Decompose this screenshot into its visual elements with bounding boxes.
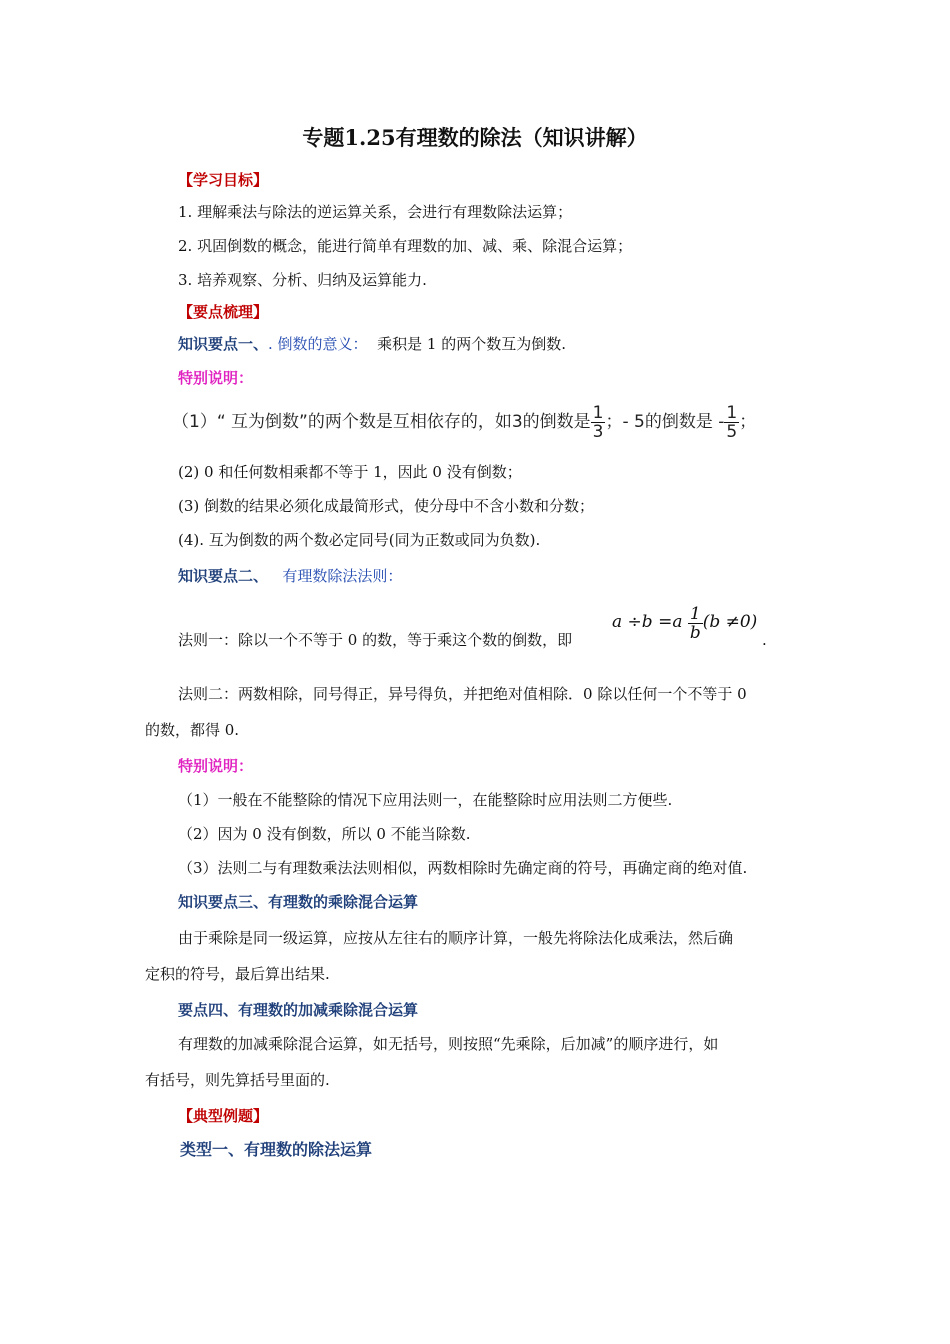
rule1-text: 法则一：除以一个不等于 0 的数，等于乘这个数的倒数，即 — [178, 631, 573, 649]
note-item: (2) 0 和任何数相乘都不等于 1，因此 0 没有倒数； — [178, 463, 522, 481]
point3-line2: 定积的符号，最后算出结果. — [145, 965, 330, 983]
point1-sub: . 倒数的意义： — [268, 335, 368, 353]
rule2-line2: 的数，都得 0. — [145, 721, 240, 739]
goal-item: 2. 巩固倒数的概念，能进行简单有理数的加、减、乘、除混合运算； — [178, 237, 633, 255]
note1-suffix: ； — [739, 412, 757, 432]
learning-goals-header: 【学习目标】 — [178, 171, 269, 189]
goal-item: 3. 培养观察、分析、归纳及运算能力. — [178, 271, 427, 289]
note1-line — [172, 402, 756, 442]
point4-line1: 有理数的加减乘除混合运算，如无括号，则按照“先乘除，后加减”的顺序进行，如 — [178, 1035, 719, 1053]
division-formula: a ÷b =a $\frac{1}{b}$ (b ≠0) — [612, 603, 758, 643]
note1-middle: ；- 5的倒数是 - — [605, 412, 725, 432]
fraction-one-over-b: $\frac{1}{b}$ — [689, 603, 701, 643]
point4-line2: 有括号，则先算括号里面的. — [145, 1071, 330, 1089]
special-note-label: 特别说明： — [178, 369, 254, 387]
special-note-label-2: 特别说明： — [178, 757, 254, 775]
fraction-one-third: $\frac{1}{3}$ — [592, 402, 604, 442]
note-item: (3) 倒数的结果必须化成最简形式，使分母中不含小数和分数； — [178, 497, 595, 515]
point1-label: 知识要点一、 — [178, 335, 269, 353]
point4-header: 要点四、有理数的加减乘除混合运算 — [178, 1001, 419, 1019]
note-item: (4). 互为倒数的两个数必定同号(同为正数或同为负数). — [178, 531, 541, 549]
point3-line1: 由于乘除是同一级运算，应按从左往右的顺序计算，一般先将除法化成乘法，然后确 — [178, 929, 734, 947]
point2-label: 知识要点二、 — [178, 567, 269, 585]
rule2-line1: 法则二：两数相除，同号得正，异号得负，并把绝对值相除．0 除以任何一个不等于 0 — [178, 685, 747, 703]
page-title: 专题1.25有理数的除法（知识讲解） — [302, 125, 648, 150]
point1-line — [178, 334, 566, 354]
fraction-one-fifth: $\frac{1}{5}$ — [726, 402, 738, 442]
point2-line — [178, 566, 402, 586]
rule1-end: . — [762, 631, 767, 649]
examples-header: 【典型例题】 — [178, 1107, 269, 1125]
type1-header: 类型一、有理数的除法运算 — [180, 1140, 373, 1159]
key-points-header: 【要点梳理】 — [178, 303, 269, 321]
note2-item: （2）因为 0 没有倒数，所以 0 不能当除数. — [178, 825, 471, 843]
point3-header: 知识要点三、有理数的乘除混合运算 — [178, 893, 419, 911]
goal-item: 1. 理解乘法与除法的逆运算关系，会进行有理数除法运算； — [178, 203, 573, 221]
note2-item: （3）法则二与有理数乘法法则相似，两数相除时先确定商的符号，再确定商的绝对值. — [178, 859, 748, 877]
point2-sub: 有理数除法法则： — [282, 567, 403, 585]
note2-item: （1）一般在不能整除的情况下应用法则一，在能整除时应用法则二方便些. — [178, 791, 673, 809]
point1-text: 乘积是 1 的两个数互为倒数. — [377, 335, 566, 353]
note1-prefix: （1）“ 互为倒数”的两个数是互相依存的，如3的倒数是 — [172, 412, 591, 432]
